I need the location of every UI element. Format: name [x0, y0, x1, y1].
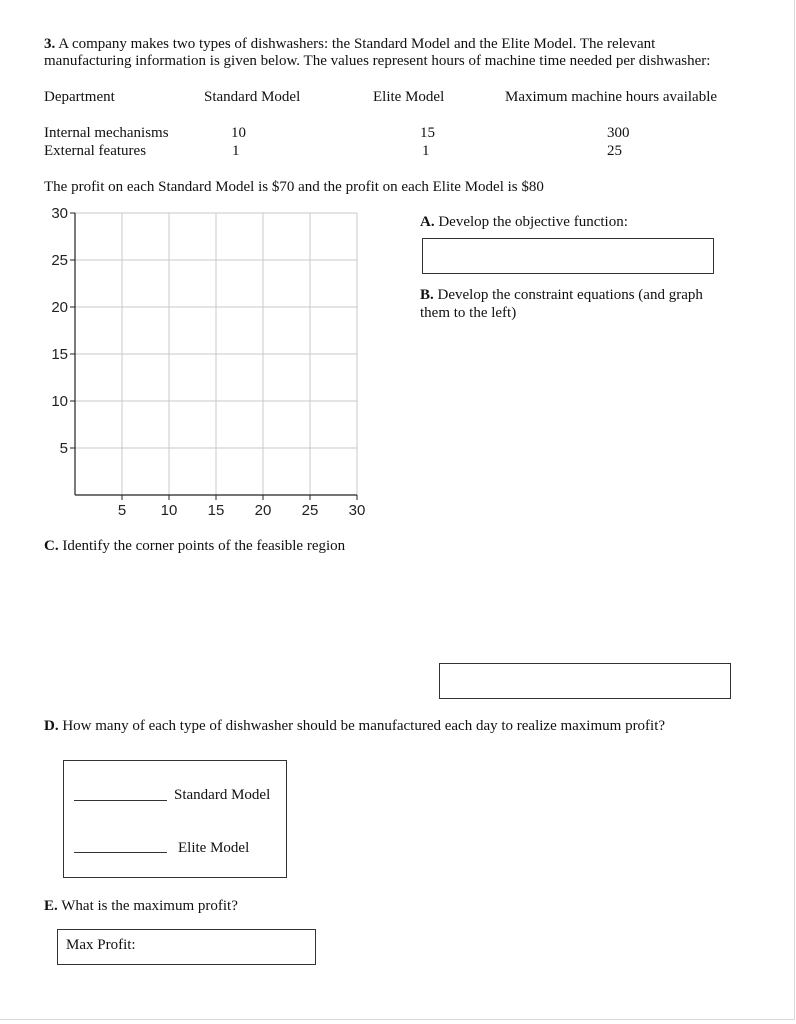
question-intro-line1 — [44, 35, 655, 53]
table-header-department: Department — [44, 89, 115, 105]
table-header-elite: Elite Model — [373, 89, 445, 105]
part-a-prompt — [420, 213, 628, 231]
axes — [70, 213, 357, 500]
max-profit-label: Max Profit: — [66, 937, 136, 953]
y-tick-label-25: 25 — [51, 252, 68, 269]
objective-function-answer-box[interactable] — [422, 238, 714, 274]
part-e-prompt — [44, 897, 238, 915]
part-c-prompt — [44, 537, 345, 555]
elite-model-answer-label: Elite Model — [178, 840, 250, 856]
part-d-text: How many of each type of dishwasher should be manufactured each day to realize maximum profit? — [62, 718, 666, 734]
profit-statement: The profit on each Standard Model is $70 and the profit on each Elite Model is $80 — [44, 179, 544, 195]
x-tick-label-10: 10 — [160, 502, 178, 519]
elite-model-answer-blank[interactable] — [74, 852, 167, 853]
table-row-1-elite: 15 — [420, 125, 435, 141]
max-profit-answer-box[interactable] — [57, 929, 316, 965]
tick-labels — [51, 205, 365, 519]
table-row-2-max-hours: 25 — [607, 143, 622, 159]
part-a-text: Develop the objective function: — [438, 214, 628, 230]
part-d-prompt — [44, 717, 665, 735]
table-row-1-standard: 10 — [231, 125, 246, 141]
x-tick-label-30: 30 — [348, 502, 366, 519]
part-c-label: C. — [44, 538, 59, 554]
question-number: 3. — [44, 36, 56, 52]
table-row-1-max-hours: 300 — [607, 125, 630, 141]
y-tick-label-20: 20 — [51, 299, 68, 316]
grid-lines — [75, 213, 357, 495]
part-b-prompt-line1 — [420, 286, 703, 304]
part-e-label: E. — [44, 898, 58, 914]
table-header-standard: Standard Model — [204, 89, 301, 105]
y-tick-label-10: 10 — [51, 393, 68, 410]
question-intro-text: A company makes two types of dishwashers: the Standard Model and the Elite Model. The relevant — [58, 36, 656, 52]
coordinate-graph — [30, 200, 380, 530]
part-b-label: B. — [420, 287, 434, 303]
x-tick-label-20: 20 — [254, 502, 272, 519]
standard-model-answer-label: Standard Model — [174, 787, 271, 803]
table-header-max-hours: Maximum machine hours available — [505, 89, 718, 105]
part-e-text: What is the maximum profit? — [61, 898, 238, 914]
part-c-text: Identify the corner points of the feasible region — [62, 538, 346, 554]
part-a-label: A. — [420, 214, 435, 230]
question-intro-line2: manufacturing information is given below. The values represent hours of machine time needed per dishwasher: — [44, 53, 711, 69]
table-row-1-department: Internal mechanisms — [44, 125, 169, 141]
x-tick-label-5: 5 — [117, 502, 127, 519]
part-b-text-line2: them to the left) — [420, 305, 517, 321]
x-tick-label-15: 15 — [207, 502, 225, 519]
y-tick-label-5: 5 — [59, 440, 68, 457]
x-tick-label-25: 25 — [301, 502, 319, 519]
table-row-2-standard: 1 — [232, 143, 240, 159]
corner-points-answer-box[interactable] — [439, 663, 731, 699]
table-row-2-department: External features — [44, 143, 147, 159]
standard-model-answer-blank[interactable] — [74, 800, 167, 801]
y-tick-label-30: 30 — [51, 205, 68, 222]
production-answer-box — [63, 760, 287, 878]
part-b-text-line1: Develop the constraint equations (and graph — [437, 287, 703, 303]
y-tick-label-15: 15 — [51, 346, 68, 363]
part-d-label: D. — [44, 718, 59, 734]
table-row-2-elite: 1 — [422, 143, 430, 159]
